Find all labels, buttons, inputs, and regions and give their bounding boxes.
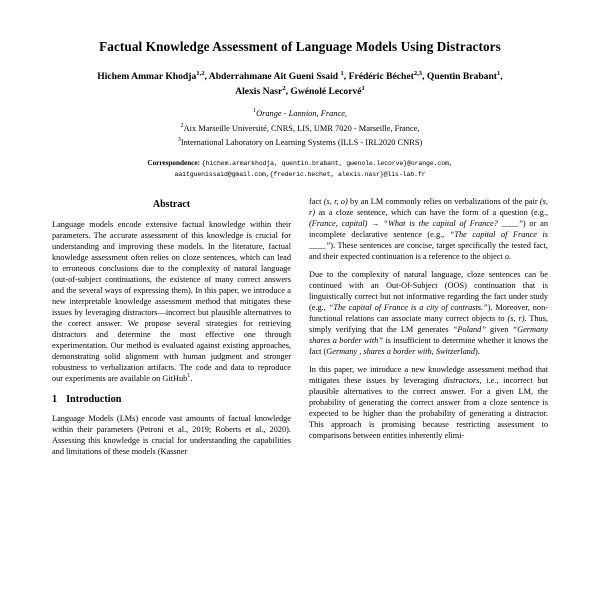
intro-paragraph: Language Models (LMs) encode vast amounts of factual knowledge within their parameters (Petroni et al., 2019; Roberts et al., 2020). Assessing this knowledge is crucial for understanding the capabilities and limitations of these models (Kassner — [52, 413, 291, 457]
author-name: Alexis Nasr — [235, 86, 283, 98]
text-run-italic: “Germany shares a border with” — [309, 324, 548, 346]
text-run-italic: (France, capital) — [309, 218, 368, 228]
abstract-paragraph — [52, 219, 291, 384]
text-run: . — [508, 251, 512, 261]
text-run: ). These sentences are concise, target specifically the tested fact, and their expected continuation is a reference to the object — [309, 240, 548, 261]
author-name: Quentin Brabant — [426, 71, 497, 83]
affiliation-item — [52, 121, 548, 135]
correspondence-label: Correspondence: — [147, 159, 200, 168]
abstract-text: Language models encode extensive factual knowledge within their parameters. The accurate assessment of this knowledge is crucial for understanding and improving these models. In the literature, factual knowledge assessment often relies on cloze sentences, which can lead to erroneous conclusions due to the complexity of natural language (out-of-subject continuations, the existence of many correct answers and the several ways of expressing them). In this paper, we introduce a new interpretable knowledge assessment method that mitigates these issues by leveraging distractors—incorrect but plausible alternatives to the correct answer. We propose several strategies for retrieving distractors and determine the most effective one through experimentation. Our method is evaluated against existing approaches, demonstrating solid alignment with human judgment and stronger robustness to verbalization artifacts. The code and data to reproduce our experiments are available on GitHub — [52, 219, 291, 384]
text-run: ). — [475, 347, 480, 357]
affiliation-marker: 1 — [252, 107, 257, 115]
right-column — [309, 196, 548, 464]
right-paragraph-2 — [309, 269, 548, 357]
abstract-heading: Abstract — [152, 198, 191, 210]
author-affil-marker: 2,3 — [413, 70, 423, 78]
section-heading-introduction — [52, 393, 291, 407]
affiliation-item — [52, 106, 548, 120]
body-columns — [52, 196, 548, 464]
text-run: In this paper, we introduce a new knowledge assessment method that mitigates these issues by leveraging — [309, 365, 548, 386]
text-run-italic: distractors — [443, 376, 480, 386]
text-run: , i.e., incorrect but plausible alternatives to the correct answer. For a given LM, the probability of generating the correct answer from a cloze sentence is expected to be higher than the probability of generating a distractor. This approach is promising because restricting assessment to comparisons between entities inherently elimi- — [309, 376, 548, 441]
correspondence-email-line-2: aaitguenissaid@gmail.com,{frederic.bechet, alexis.nasr}@lis-lab.fr — [174, 170, 426, 178]
footnote-marker: 1 — [187, 373, 191, 380]
text-run: is insufficient to determine whether it knows the fact ( — [309, 336, 548, 357]
text-run: ). Moreover, non-functional relations can associate many correct objects to — [309, 302, 548, 323]
correspondence — [52, 158, 548, 180]
text-run-italic: “The capital of France is ____” — [309, 229, 548, 250]
text-run: → — [367, 218, 384, 228]
author-list: Hichem Ammar Khodja$^{1,2}$, Abderrahmane Ait Gueni Ssaid $^1$, Frédéric Béchet$^{2,3}$, Quentin Brabant$^1$, Alexis Nasr$^2$, Gwénolé Lecorvé$^1$ — [97, 70, 503, 98]
right-paragraph-1 — [309, 196, 548, 262]
text-run: ) or an incomplete declarative sentence (e.g., — [309, 218, 548, 239]
text-run-italic: “The capital of France is a city of contrasts.” — [328, 302, 488, 312]
text-run-italic: o — [504, 251, 509, 261]
text-run: . Thus, simply verifying that the LM generates — [309, 313, 548, 334]
page-title: Factual Knowledge Assessment of Language Models Using Distractors — [99, 39, 501, 54]
author-affil-marker: 1 — [497, 70, 501, 78]
text-run: by an LM commonly relies on verbalizations of the pair — [347, 196, 540, 206]
text-run-italic: (s, r) — [507, 313, 525, 323]
author-name: Hichem Ammar Khodja — [97, 71, 197, 83]
text-run-italic: (s, r, o) — [323, 196, 348, 206]
abstract-text-end: . — [190, 374, 193, 384]
author-affil-marker: 2 — [282, 85, 286, 93]
correspondence-email-line-1: {hichem.armarkhodja, quentin.brabant, gwenole.lecorve}@orange.com, — [201, 160, 453, 168]
affiliation-marker: 3 — [177, 135, 181, 143]
left-column — [52, 196, 291, 464]
text-run: given — [485, 324, 513, 334]
text-run: Due to the complexity of natural language, cloze sentences can be continued with an Out-Of-Subject (OOS) continuation that is linguistically correct but not informative regarding the fact under study (e.g., — [309, 269, 548, 312]
author-name: Frédéric Béchet — [348, 71, 414, 83]
section-title: Introduction — [66, 394, 122, 406]
author-affil-marker: 1 — [361, 85, 365, 93]
right-paragraph-3 — [309, 364, 548, 441]
text-run-italic: “What is the capital of France? ____” — [383, 218, 523, 228]
text-run-italic: Germany , shares a border with, Switzerland — [326, 347, 476, 357]
affiliation-item — [52, 135, 548, 149]
affiliation-list — [52, 106, 548, 149]
text-run-italic: (s, r) — [309, 196, 548, 217]
text-run-italic: “Poland” — [452, 324, 486, 334]
affiliation-text: Orange - Lannion, France, — [256, 109, 348, 119]
affiliation-text: Aix Marseille Université, CNRS, LIS, UMR 7020 - Marseille, France, — [183, 123, 420, 133]
text-run: fact — [309, 196, 324, 206]
text-run: as a cloze sentence, which can have the form of a question (e.g., — [315, 207, 548, 217]
author-name: Abderrahmane Ait Gueni Ssaid — [208, 71, 339, 83]
section-number: 1 — [52, 394, 58, 406]
author-affil-marker: 1 — [340, 70, 344, 78]
affiliation-marker: 2 — [180, 121, 184, 129]
author-name: Gwénolé Lecorvé — [290, 86, 362, 98]
author-affil-marker: 1,2 — [196, 70, 205, 78]
affiliation-text: International Laboratory on Learning Systems (ILLS - IRL2020 CNRS) — [180, 137, 423, 147]
